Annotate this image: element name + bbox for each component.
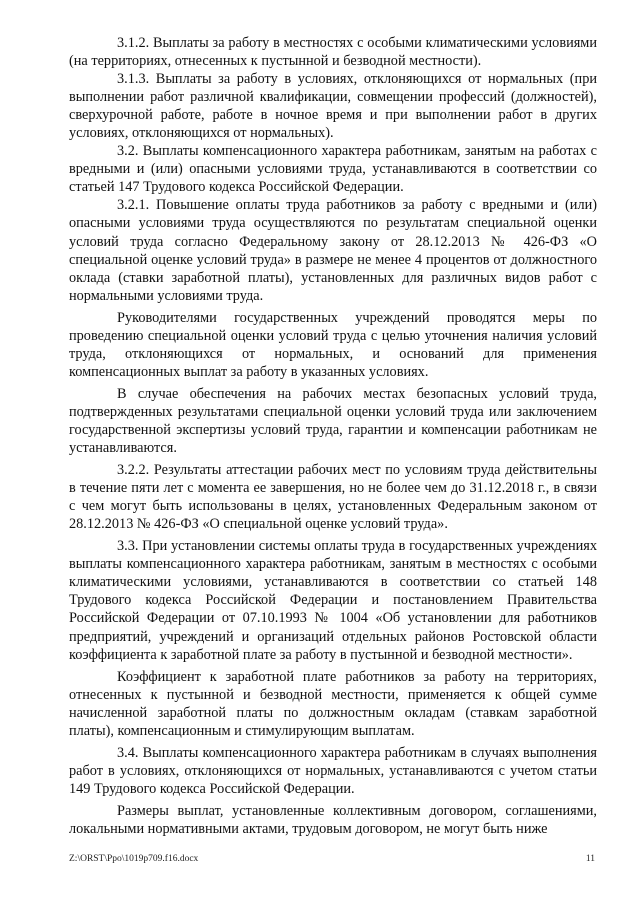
paragraph-safe-conditions: В случае обеспечения на рабочих местах безопасных условий труда, подтвержденных результатами специальной оценки условий труда или заключением государственной экспертизы условий труда, гарантии и компенсации работникам не устанавливаются.: [69, 385, 597, 457]
paragraph-3-1-2: 3.1.2. Выплаты за работу в местностях с особыми климатическими условиями (на территориях, отнесенных к пустынной и безводной местности).: [69, 35, 597, 70]
paragraph-coefficient: Коэффициент к заработной плате работников за работу на территориях, отнесенных к пустынной и безводной местности, применяется к общей сумме начисленной заработной платы по должностным окладам (ставкам заработной платы), компенсационным и стимулирующим выплатам.: [69, 668, 597, 739]
footer-file-path: Z:\ORST\Ppo\1019p709.f16.docx: [69, 854, 199, 864]
paragraph-3-2-2: 3.2.2. Результаты аттестации рабочих мест по условиям труда действительны в течение пяти лет с момента ее завершения, но не более чем до 31.12.2018 г., в связи с чем могут быть использованы в целях, установленных Федеральным законом от 28.12.2013 № 426-ФЗ «О специальной оценке условий труда».: [69, 462, 597, 533]
paragraph-3-2-1: 3.2.1. Повышение оплаты труда работников за работу с вредными и (или) опасными условиями труда осуществляются по результатам специальной оценки условий труда согласно Федеральному закону от 28.12.2013 № 426-ФЗ «О специальной оценке условий труда» в размере не менее 4 процентов от должностного оклада (ставки заработной платы), установленных для различных видов работ с нормальными условиями труда.: [69, 197, 597, 304]
paragraph-special-assessment: Руководителями государственных учреждений проводятся меры по проведению специальной оценки условий труда с целью уточнения наличия условий труда, отклоняющихся от нормальных, и оснований для применения компенсационных выплат за работу в указанных условиях.: [69, 309, 597, 380]
paragraph-3-3: 3.3. При установлении системы оплаты труда в государственных учреждениях выплаты компенсационного характера работникам, занятым в местностях с особыми климатическими условиями, устанавливаются в соответствии со статьей 148 Трудового кодекса Российской Федерации и постановлением Правительства Российской Федерации от 07.10.1993 № 1004 «Об установлении для работников предприятий, учреждений и организаций отдельных районов Ростовской области коэффициента к заработной плате за работу в пустынной и безводной местности».: [69, 538, 597, 663]
paragraph-3-1-3: 3.1.3. Выплаты за работу в условиях, отклоняющихся от нормальных (при выполнении работ различной квалификации, совмещении профессий (должностей), сверхурочной работе, работе в ночное время и при выполнении работ в других условиях, отклоняющихся от нормальных).: [69, 71, 597, 142]
paragraph-payment-sizes: Размеры выплат, установленные коллективным договором, соглашениями, локальными нормативными актами, трудовым договором, не могут быть ниже: [69, 802, 597, 837]
paragraph-3-2: 3.2. Выплаты компенсационного характера работникам, занятым на работах с вредными и (или) опасными условиями труда, устанавливаются в соответствии со статьей 147 Трудового кодекса Российской Федерации.: [69, 143, 597, 196]
paragraph-3-4: 3.4. Выплаты компенсационного характера работникам в случаях выполнения работ в условиях, отклоняющихся от нормальных, устанавливаются с учетом статьи 149 Трудового кодекса Российской Федерации.: [69, 744, 597, 797]
document-body: [69, 34, 597, 838]
page-number: 11: [585, 854, 595, 864]
